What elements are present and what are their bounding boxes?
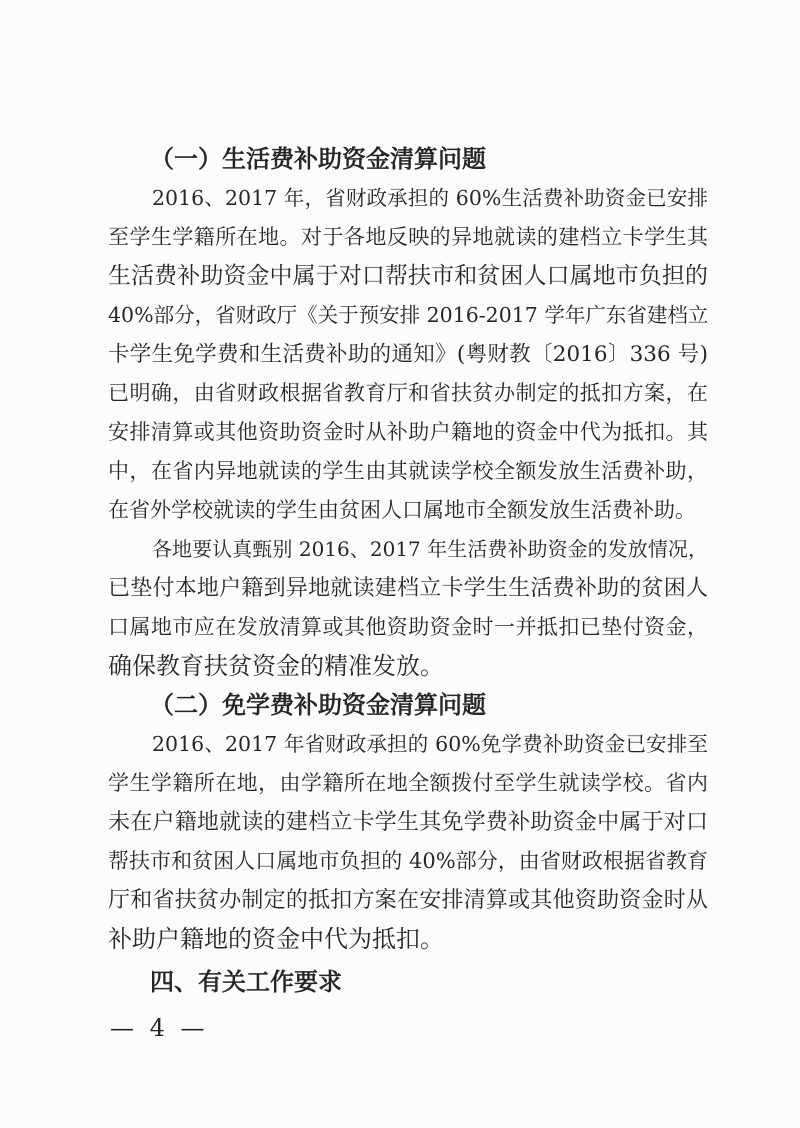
paragraph-line: 确保教育扶贫资金的精准发放。 [108, 652, 444, 680]
paragraph-line: 卡学生免学费和生活费补助的通知》(粤财教〔2016〕336 号) [108, 342, 708, 367]
paragraph-line: 2016、2017 年省财政承担的 60%免学费补助资金已安排至 [152, 732, 708, 756]
paragraph [108, 530, 708, 686]
paragraph-line: 至学生学籍所在地。对于各地反映的异地就读的建档立卡学生其 [108, 225, 708, 249]
paragraph-line: 学生学籍所在地，由学籍所在地全额拨付至学生就读学校。省内 [108, 771, 708, 795]
paragraph-line: 各地要认真甄别 2016、2017 年生活费补助资金的发放情况， [152, 537, 708, 561]
paragraph-line: 2016、2017 年，省财政承担的 60%生活费补助资金已安排 [152, 186, 708, 210]
paragraph-line: 口属地市应在发放清算或其他资助资金时一并抵扣已垫付资金， [108, 615, 708, 639]
paragraph-line: 安排清算或其他资助资金时从补助户籍地的资金中代为抵扣。其 [108, 420, 708, 444]
paragraph [108, 725, 708, 959]
paragraph-line: 已明确，由省财政根据省教育厅和省扶贫办制定的抵扣方案，在 [108, 381, 708, 405]
paragraph-line: 未在户籍地就读的建档立卡学生其免学费补助资金中属于对口 [108, 810, 708, 835]
paragraph-line: 在省外学校就读的学生由贫困人口属地市全额发放生活费补助。 [108, 498, 696, 522]
paragraph-line: 40%部分，省财政厅《关于预安排 2016-2017 学年广东省建档立 [108, 303, 709, 327]
section-heading: （二）免学费补助资金清算问题 [150, 691, 486, 719]
section-heading: 四、有关工作要求 [150, 968, 342, 996]
page-number: — 4 — [110, 1014, 209, 1042]
paragraph-line: 中，在省内异地就读的学生由其就读学校全额发放生活费补助， [108, 459, 708, 483]
document-body [108, 140, 708, 1002]
section-heading: （一）生活费补助资金清算问题 [150, 145, 486, 173]
paragraph-line: 帮扶市和贫困人口属地市负担的 40%部分，由省财政根据省教育 [108, 849, 708, 873]
paragraph-line: 补助户籍地的资金中代为抵扣。 [108, 925, 444, 953]
paragraph-line: 厅和省扶贫办制定的抵扣方案在安排清算或其他资助资金时从 [108, 888, 708, 913]
paragraph [108, 179, 708, 530]
paragraph-line: 生活费补助资金中属于对口帮扶市和贫困人口属地市负担的 [108, 263, 708, 289]
paragraph-line: 已垫付本地户籍到异地就读建档立卡学生生活费补助的贫困人 [108, 576, 708, 601]
